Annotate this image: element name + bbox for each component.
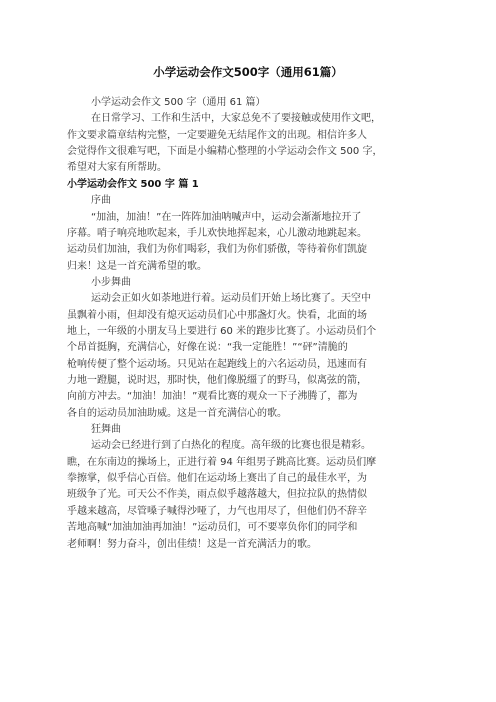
text-line: 序曲: [91, 195, 111, 207]
text-line: 地上，一年级的小朋友马上要进行 60 米的跑步比赛了。小运动员们个: [67, 325, 377, 337]
text-line: 在日常学习、工作和生活中，大家总免不了要接触或使用作文吧，: [91, 113, 381, 125]
text-line: 老师啊！努力奋斗，创出佳绩！这是一首充满活力的歌。: [67, 538, 317, 550]
text-line: 运动员们加油，我们为你们喝彩，我们为你们骄傲，等待着你们凯旋: [67, 244, 367, 256]
text-line: 运动会正如火如荼地进行着。运动员们开始上场比赛了。天空中: [91, 293, 371, 305]
text-line: “加油，加油！”在一阵阵加油呐喊声中，运动会渐渐地拉开了: [91, 211, 362, 223]
section-heading: 小学运动会作文 500 字 篇 1: [67, 178, 199, 190]
text-line: 个昂首挺胸，充满信心，好像在说：“我一定能胜！”“砰”清脆的: [67, 342, 348, 354]
text-line: 作文要求篇章结构完整，一定要避免无结尾作文的出现。相信许多人: [67, 129, 367, 141]
text-line: 苦地高喊“加油加油再加油！”运动员们，可不要辜负你们的同学和: [67, 522, 358, 534]
text-line: 虽飘着小雨，但却没有熄灭运动员们心中那盏灯火。快看，北面的场: [67, 309, 367, 321]
text-line: 乎越来越高，尽管嗓子喊得沙哑了，力气也用尽了，但他们仍不辞辛: [67, 505, 367, 517]
text-line: 拳擦掌，似乎信心百倍。他们在运动场上赛出了自己的最佳水平，为: [67, 473, 367, 485]
text-line: 各自的运动员加油助威。这是一首充满信心的歌。: [67, 407, 287, 419]
text-line: 归来！这是一首充满希望的歌。: [67, 260, 207, 272]
text-line: 会觉得作文很难写吧，下面是小编精心整理的小学运动会作文 500 字，: [67, 146, 383, 158]
text-line: 班级争了光。可天公不作美，雨点似乎越落越大，但拉拉队的热情似: [67, 489, 367, 501]
text-line: 小步舞曲: [91, 276, 131, 288]
text-line: 力地一蹬腿，说时迟，那时快，他们像脱缰了的野马，似离弦的箭，: [67, 375, 367, 386]
text-line: 希望对大家有所帮助。: [67, 162, 167, 174]
text-line: 序幕。哨子响亮地吹起来，手儿欢快地挥起来，心儿激动地跳起来。: [67, 227, 367, 239]
text-line: 运动会已经进行到了白热化的程度。高年级的比赛也很是精彩。: [91, 440, 371, 452]
text-line: 瞧，在东南边的操场上，正进行着 94 年组男子跳高比赛。运动员们摩: [67, 456, 377, 468]
text-line: 枪响传便了整个运动场。只见站在起跑线上的六名运动员，迅速而有: [67, 358, 367, 370]
text-line: 向前方冲去。“加油！加油！”观看比赛的观众一下子沸腾了，都为: [67, 391, 358, 403]
text-line: 狂舞曲: [91, 424, 121, 435]
document-title: 小学运动会作文500字（通用61篇）: [153, 65, 343, 79]
text-line: 小学运动会作文 500 字（通用 61 篇）: [91, 97, 266, 108]
